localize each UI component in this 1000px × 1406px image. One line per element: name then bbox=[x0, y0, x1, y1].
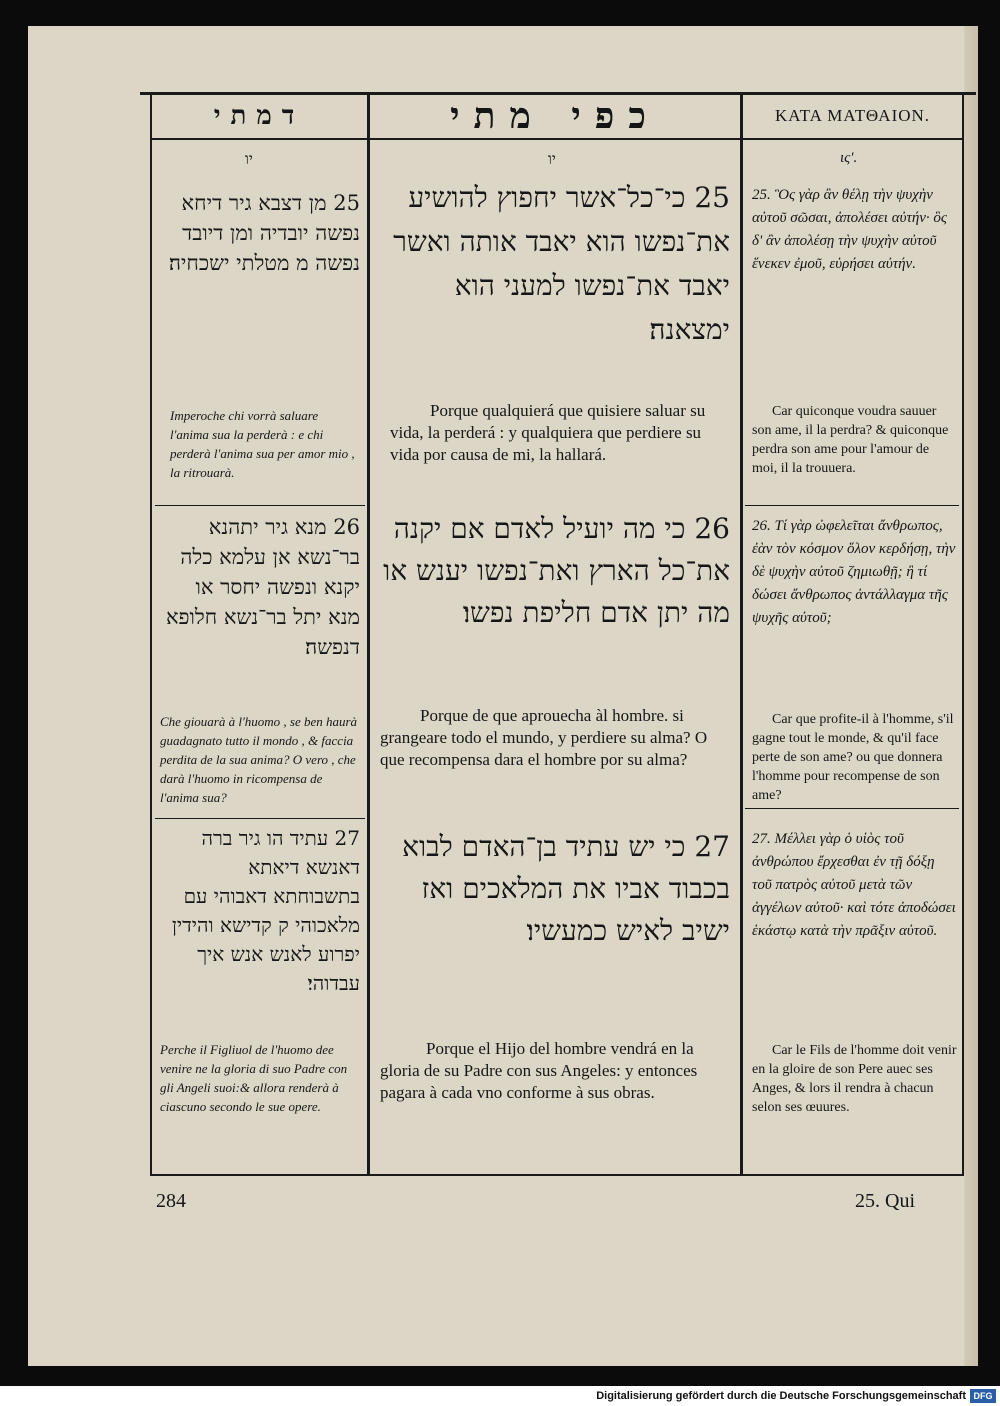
page-edge bbox=[964, 26, 978, 1366]
center-v25-spanish: Porque qualquierá que quisiere saluar su vida, la perderá : y qualquiera que perdiere su vida por causa de mi, la hallará. bbox=[390, 401, 706, 464]
right-v27-greek: 27. Μέλλει γὰρ ὁ υἱὸς τοῦ ἀνθρώπου ἔρχεσθαι ἐν τῇ δόξῃ τοῦ πατρὸς αὐτοῦ μετὰ τῶν ἀγγέλων αὐτοῦ· καὶ τότε ἀποδώσει ἑκάστῳ κατὰ τὴν πρᾶξιν αὐτοῦ. bbox=[752, 831, 956, 939]
header-rule bbox=[150, 138, 962, 140]
right-v25-greek: 25. Ὃς γὰρ ἂν θέλῃ τὴν ψυχὴν αὐτοῦ σῶσαι, ἀπολέσει αὐτήν· ὃς δ' ἂν ἀπολέσῃ τὴν ψυχὴν αὐτοῦ ἕνεκεν ἐμοῦ, εὑρήσει αὐτήν. bbox=[752, 187, 948, 272]
sep-left-1 bbox=[155, 505, 365, 506]
right-v27-french: Car le Fils de l'homme doit venir en la gloire de son Pere auec ses Anges, & lors il rendra à chacun selon ses œuures. bbox=[752, 1043, 957, 1115]
bottom-rule bbox=[150, 1174, 964, 1176]
column-divider-right bbox=[740, 95, 743, 1175]
header-left-title: דמתי bbox=[213, 101, 305, 131]
center-v26-spanish: Porque de que aprouecha àl hombre. si grangeare todo el mundo, y perdiere su alma? O que recompensa dara el hombre por su alma? bbox=[380, 706, 708, 769]
sep-left-2 bbox=[155, 818, 365, 819]
center-v27-spanish: Porque el Hijo del hombre vendrá en la gloria de su Padre con sus Angeles: y entonces pagara à cada vno conforme à sus obras. bbox=[380, 1039, 698, 1102]
chapter-right: ις'. bbox=[840, 150, 858, 166]
left-v27-italian: Perche il Figliuol de l'huomo dee venire ne la gloria di suo Padre con gli Angeli suoi:& allora renderà à ciascuno secondo le sue opere. bbox=[160, 1042, 348, 1114]
digitization-banner-text: Digitalisierung gefördert durch die Deutsche Forschungsgemeinschaft bbox=[596, 1390, 966, 1402]
center-v27-hebrew: 27 כי יש עתיד בן־האדם לבוא בכבוד אביו את המלאכים ואז ישיב לאיש כמעשיו׃ bbox=[402, 830, 730, 947]
column-divider-left bbox=[367, 95, 370, 1175]
left-border bbox=[150, 95, 152, 1175]
page-number: 284 bbox=[156, 1190, 186, 1212]
chapter-center: יו bbox=[548, 150, 556, 168]
digitization-banner bbox=[0, 1386, 1000, 1406]
right-v25-french: Car quiconque voudra sauuer son ame, il la perdra? & quiconque perdra son ame pour l'amour de moi, il la trouuera. bbox=[752, 404, 949, 476]
dfg-logo: DFG bbox=[970, 1389, 996, 1403]
sep-right-1 bbox=[745, 505, 959, 506]
left-v25-italian: Imperoche chi vorrà saluare l'anima sua la perderà : e chi perderà l'anima sua per amor mio , la ritrouarà. bbox=[170, 408, 355, 480]
right-border bbox=[962, 95, 964, 1175]
chapter-left: יו bbox=[245, 150, 253, 168]
left-v26-aramaic: 26 מנא גיר יתהנא בר־נשא אן עלמא כלה יקנא ונפשה יחסר או מנא יתל בר־נשא חלופא דנפשה׃ bbox=[165, 515, 360, 659]
left-v27-aramaic: 27 עתיד הו גיר ברה דאנשא דיאתא בתשבוחתא דאבוהי עם מלאכוהי ק קדישא והידין יפרוע לאנש אנש איך עבדוהי׃ bbox=[171, 826, 360, 995]
header-right-title: ΚΑΤΑ ΜΑΤΘΑΙΟΝ. bbox=[774, 106, 931, 125]
catchword: 25. Qui bbox=[855, 1190, 915, 1212]
center-v26-hebrew: 26 כי מה יועיל לאדם אם יקנה את־כל הארץ ואת־נפשו יענש או מה יתן אדם חליפת נפשו׃ bbox=[383, 512, 730, 629]
left-v26-italian: Che giouarà à l'huomo , se ben haurà guadagnato tutto il mondo , & faccia perdita de la sua anima? O vero , che darà l'huomo in ricompensa de l'anima sua? bbox=[160, 714, 358, 805]
right-v26-greek: 26. Τί γὰρ ὠφελεῖται ἄνθρωπος, ἐὰν τὸν κόσμον ὅλον κερδήσῃ, τὴν δὲ ψυχὴν αὐτοῦ ζημιωθῇ; ἢ τί δώσει ἄνθρωπος ἀντάλλαγμα τῆς ψυχῆς αὐτοῦ; bbox=[752, 518, 956, 626]
left-v25-aramaic: 25 מן דצבא גיר דיחא נפשה יובדיה ומן דיובד נפשה מ מטלתי ישכחיה׃ bbox=[168, 191, 360, 275]
header-center-title: כפי מתי bbox=[450, 95, 660, 137]
sep-right-2 bbox=[745, 808, 959, 809]
center-v25-hebrew: 25 כי־כל־אשר יחפוץ להושיע את־נפשו הוא יאבד אותה ואשר יאבד את־נפשו למעני הוא ימצאנה׃ bbox=[393, 181, 730, 346]
right-v26-french: Car que profite-il à l'homme, s'il gagne tout le monde, & qu'il face perte de son ame? ou que donnera l'homme pour recompense de son ame? bbox=[752, 712, 954, 803]
